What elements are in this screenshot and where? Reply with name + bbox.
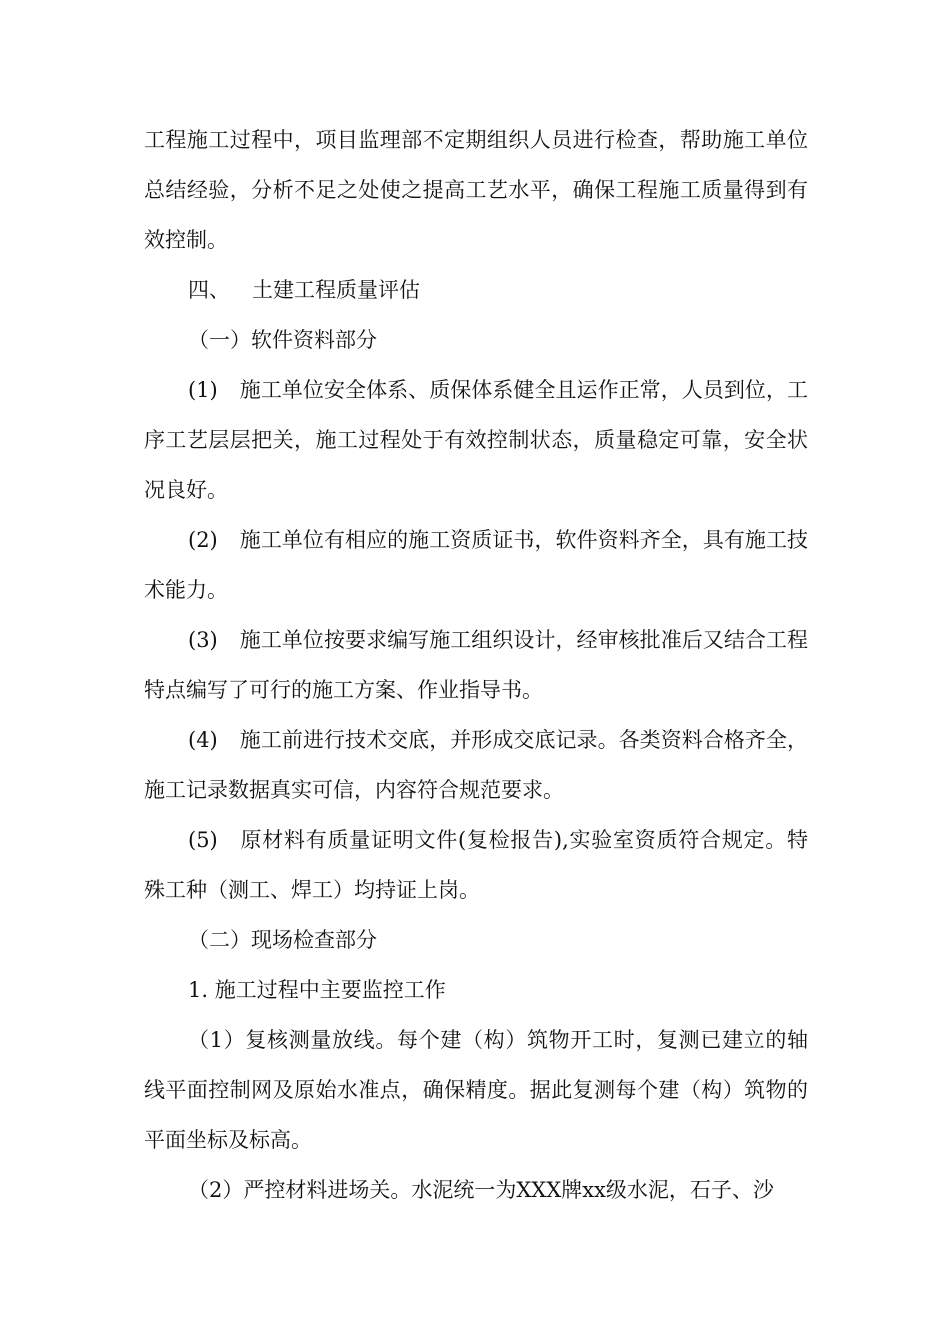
item-text: 施工单位有相应的施工资质证书，软件资料齐全，具有施工技术能力。: [144, 528, 808, 602]
subsection-heading-site: （二）现场检查部分: [188, 928, 377, 952]
subsection-heading-software: （一）软件资料部分: [188, 328, 377, 352]
software-item-1: [144, 365, 808, 515]
item-text: 施工单位安全体系、质保体系健全且运作正常，人员到位，工序工艺层层把关，施工过程处于有效控制状态，质量稳定可靠，安全状况良好。: [144, 378, 808, 502]
software-item-4: [144, 715, 808, 815]
site-heading-1: 1. 施工过程中主要监控工作: [188, 978, 446, 1002]
site-item-1: （1）复核测量放线。每个建（构）筑物开工时，复测已建立的轴线平面控制网及原始水准点，确保精度。据此复测每个建（构）筑物的平面坐标及标高。: [144, 1028, 808, 1152]
item-number: (5): [188, 828, 218, 852]
section-number: 四、: [188, 278, 230, 302]
item-text: 施工前进行技术交底，并形成交底记录。各类资料合格齐全，施工记录数据真实可信，内容符合规范要求。: [144, 728, 808, 802]
document-body: [144, 115, 808, 1215]
item-number: (3): [188, 628, 218, 652]
section-heading: [144, 265, 808, 315]
software-item-2: [144, 515, 808, 615]
item-number: (1): [188, 378, 218, 402]
software-item-5: [144, 815, 808, 915]
site-item-2: （2）严控材料进场关。水泥统一为XXX牌xx级水泥，石子、沙: [188, 1178, 774, 1202]
intro-paragraph: 工程施工过程中，项目监理部不定期组织人员进行检查，帮助施工单位总结经验，分析不足之处使之提高工艺水平，确保工程施工质量得到有效控制。: [144, 128, 808, 252]
item-number: (4): [188, 728, 218, 752]
item-text: 原材料有质量证明文件(复检报告),实验室资质符合规定。特殊工种（测工、焊工）均持证上岗。: [144, 828, 808, 902]
item-number: (2): [188, 528, 218, 552]
software-item-3: [144, 615, 808, 715]
section-title: 土建工程质量评估: [252, 278, 420, 302]
item-text: 施工单位按要求编写施工组织设计，经审核批准后又结合工程特点编写了可行的施工方案、作业指导书。: [144, 628, 808, 702]
